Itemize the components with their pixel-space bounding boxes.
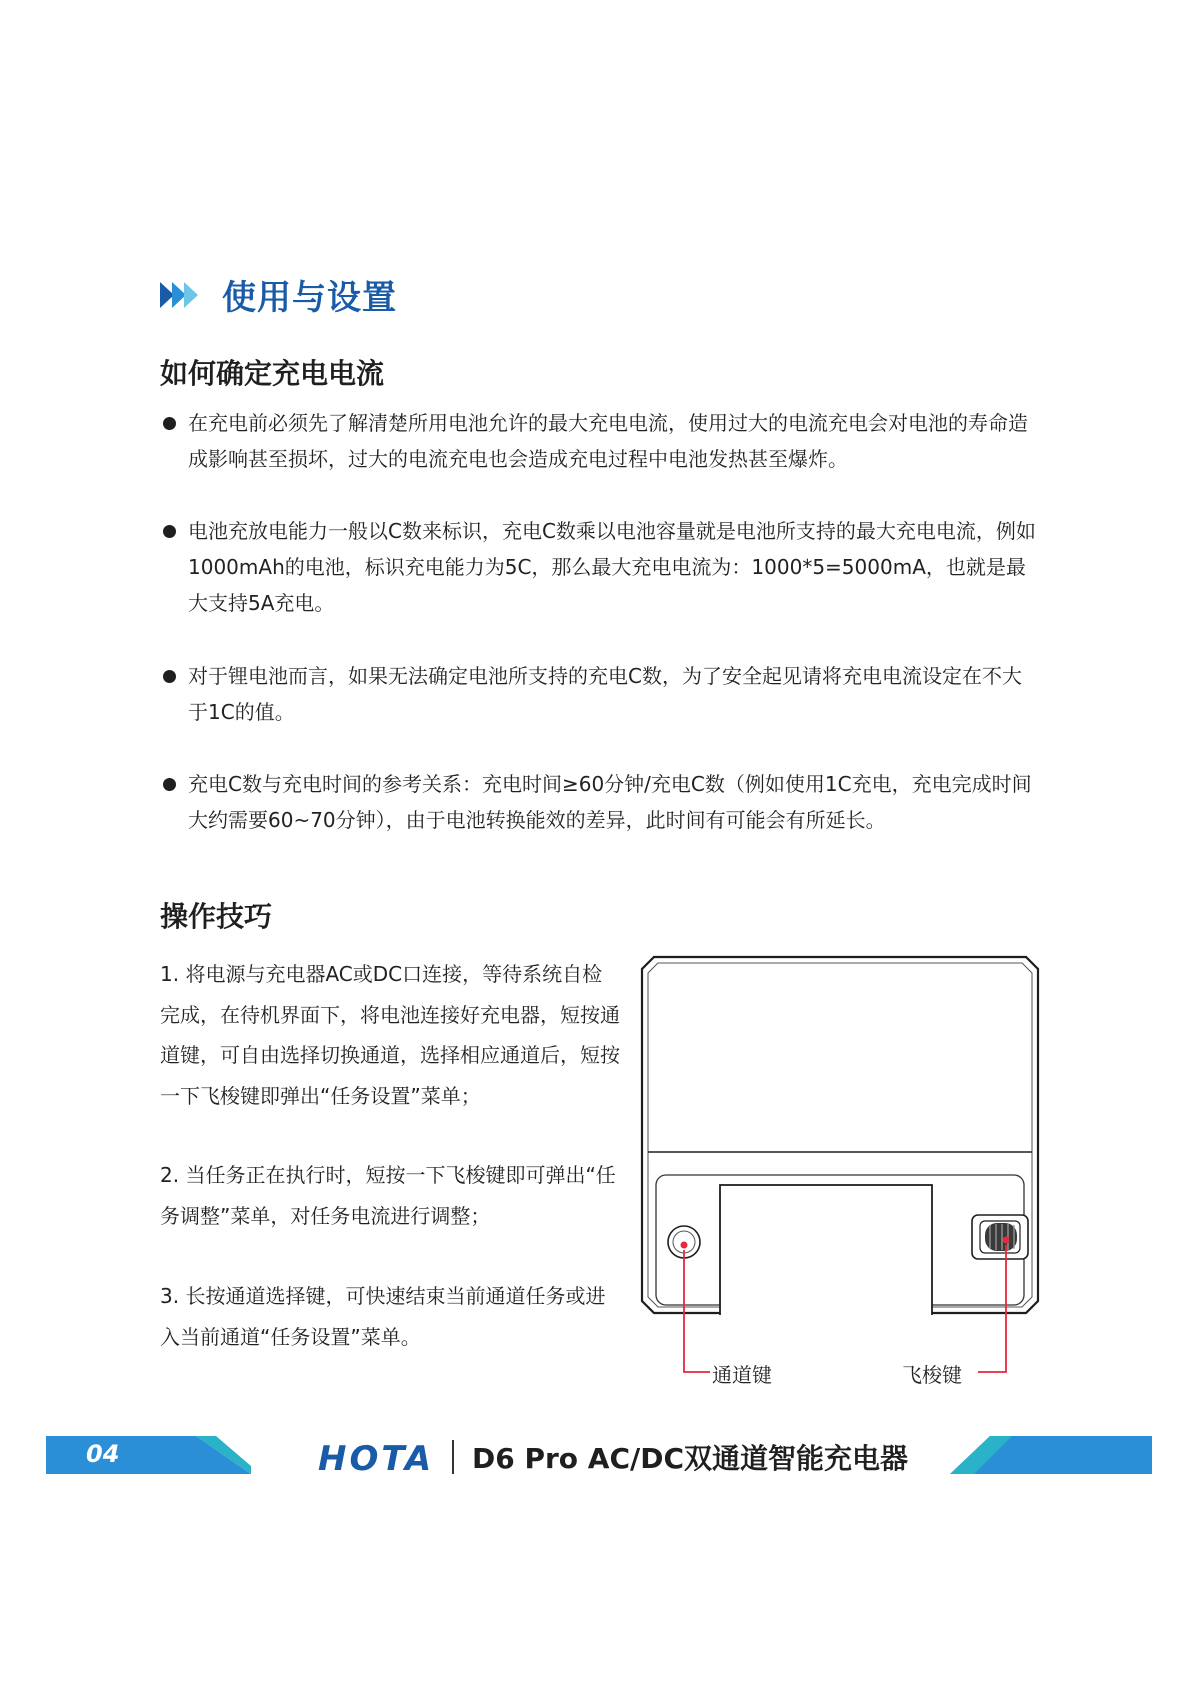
list-item-text: 电池充放电能力一般以C数来标识，充电C数乘以电池容量就是电池所支持的最大充电电流，例如1000mAh的电池，标识充电能力为5C，那么最大充电电流为：1000*5=5000mA，也就是最大支持5A充电。 [188,519,1036,615]
tips-heading: 操作技巧 [160,900,273,933]
bullet-dot-icon [163,778,176,791]
list-item [160,405,1040,477]
tip-step-3: 3. 长按通道选择键，可快速结束当前通道任务或进入当前通道“任务设置”菜单。 [160,1284,606,1349]
charging-current-heading: 如何确定充电电流 [160,357,385,390]
fly-key-callout-line [978,1245,1006,1372]
channel-key-callout-line [684,1250,710,1372]
bullet-dot-icon [163,670,176,683]
footer-left-bar [46,1436,251,1474]
list-item [160,658,1040,730]
section-arrows-icon [160,280,206,310]
fly-key-label: 飞梭键 [902,1363,962,1387]
tip-step-1: 1. 将电源与充电器AC或DC口连接，等待系统自检完成，在待机界面下，将电池连接好充电器，短按通道键，可自由选择切换通道，选择相应通道后，短按一下飞梭键即弹出“任务设置”菜单； [160,962,620,1108]
channel-key-label: 通道键 [712,1363,772,1387]
list-item-text: 对于锂电池而言，如果无法确定电池所支持的充电C数，为了安全起见请将充电电流设定在不大于1C的值。 [188,664,1022,724]
bullet-dot-icon [163,525,176,538]
footer-separator [452,1440,454,1474]
list-item-text: 在充电前必须先了解清楚所用电池允许的最大充电电流，使用过大的电流充电会对电池的寿命造成影响甚至损坏，过大的电流充电也会造成充电过程中电池发热甚至爆炸。 [188,411,1028,471]
product-name: D6 Pro AC/DC双通道智能充电器 [472,1442,909,1475]
hota-logo: HOTA [318,1439,435,1479]
list-item [160,513,1040,621]
footer-right-bar [950,1436,1152,1474]
section-title: 使用与设置 [222,278,397,318]
list-item [160,766,1040,838]
tip-step-2: 2. 当任务正在执行时，短按一下飞梭键即可弹出“任务调整”菜单，对任务电流进行调整； [160,1163,616,1228]
bullet-dot-icon [163,417,176,430]
list-item-text: 充电C数与充电时间的参考关系：充电时间≥60分钟/充电C数（例如使用1C充电，充电完成时间大约需要60~70分钟），由于电池转换能效的差异，此时间有可能会有所延长。 [188,772,1032,832]
page-number: 04 [86,1440,120,1468]
